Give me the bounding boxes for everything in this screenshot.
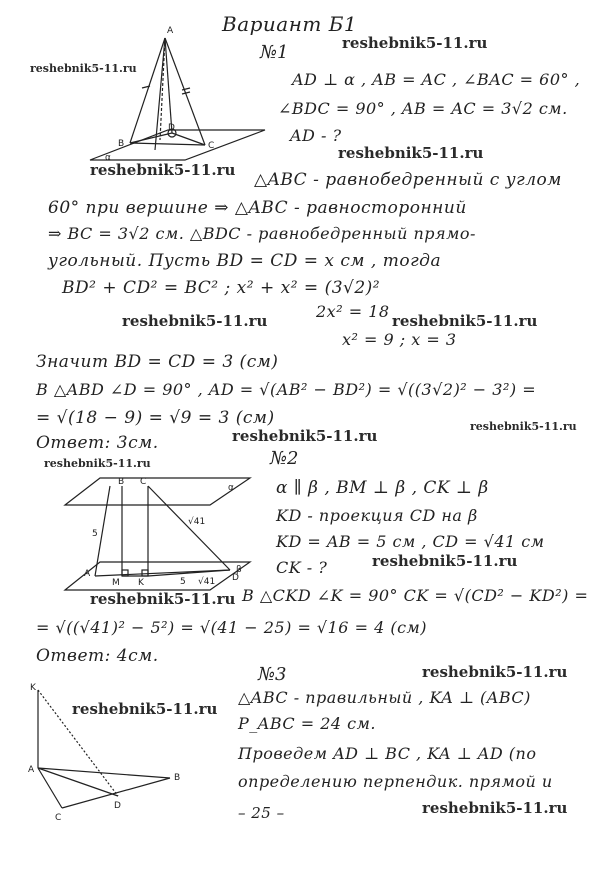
page-number: – 25 – [238, 804, 285, 822]
problem2-line: CK - ? [276, 558, 328, 577]
fig2-label-beta: β [236, 565, 242, 575]
watermark: reshebnik5-11.ru [392, 312, 538, 330]
problem3-number: №3 [258, 664, 287, 685]
fig3-label-B: B [174, 773, 181, 783]
figure-problem1 [90, 38, 265, 160]
watermark: reshebnik5-11.ru [338, 144, 484, 162]
watermark: reshebnik5-11.ru [470, 420, 577, 433]
fig2-label-D: D [232, 573, 239, 583]
watermark: reshebnik5-11.ru [232, 427, 378, 445]
problem1-line: BD² + CD² = BC² ; x² + x² = (3√2)² [62, 278, 381, 298]
fig3-label-K: K [30, 683, 36, 693]
watermark: reshebnik5-11.ru [372, 552, 518, 570]
problem2-number: №2 [270, 448, 299, 469]
problem2-line: KD - проекция CD на β [276, 506, 478, 525]
fig2-label-sqrt41: √41 [188, 517, 206, 527]
problem2-line: В △CKD ∠K = 90° CK = √(CD² − KD²) = [242, 586, 589, 605]
problem1-answer: Ответ: 3см. [36, 433, 159, 453]
problem1-line: △ABC - равнобедренный с углом [254, 170, 562, 190]
watermark: reshebnik5-11.ru [72, 700, 218, 718]
problem2-line: α ∥ β , BM ⊥ β , CK ⊥ β [276, 478, 489, 498]
problem1-line: угольный. Пусть BD = CD = x см , тогда [48, 251, 442, 271]
problem1-given-1: AD ⊥ α , AB = AC , ∠BAC = 60° , [292, 70, 581, 89]
problem1-line: Значит BD = CD = 3 (см) [36, 352, 279, 372]
problem1-line: В △ABD ∠D = 90° , AD = √(AB² − BD²) = √((3√2)² − 3²) = [36, 380, 537, 399]
problem1-line: ⇒ BC = 3√2 см. △BDC - равнобедренный прямо- [48, 224, 476, 243]
watermark: reshebnik5-11.ru [30, 62, 137, 75]
fig1-label-D: D [168, 123, 175, 133]
watermark: reshebnik5-11.ru [422, 799, 568, 817]
fig1-label-B: B [118, 139, 125, 149]
problem3-line: △ABC - правильный , KA ⊥ (ABC) [238, 688, 531, 707]
variant-title: Вариант Б1 [222, 12, 358, 36]
watermark: reshebnik5-11.ru [422, 663, 568, 681]
fig2-label-M: M [112, 578, 120, 588]
fig2-label-A: A [84, 569, 91, 579]
plane-beta-2 [65, 562, 250, 590]
plane-alpha-2 [65, 478, 250, 505]
fig3-label-A: A [28, 765, 35, 775]
problem2-line: = √((√41)² − 5²) = √(41 − 25) = √16 = 4 (см) [36, 618, 428, 637]
watermark: reshebnik5-11.ru [342, 34, 488, 52]
problem1-line: = √(18 − 9) = √9 = 3 (см) [36, 408, 275, 428]
fig3-label-D: D [114, 801, 121, 811]
problem1-find: AD - ? [290, 126, 342, 145]
problem3-line: Проведем AD ⊥ BC , KA ⊥ AD (по [238, 744, 537, 763]
fig2-label-alpha: α [228, 483, 234, 493]
fig1-label-C: C [208, 141, 215, 151]
fig1-label-A: A [167, 26, 174, 36]
problem1-given-2: ∠BDC = 90° , AB = AC = 3√2 см. [278, 99, 568, 118]
problem1-line: x² = 9 ; x = 3 [342, 330, 457, 349]
problem3-line: определению перпендик. прямой и [238, 772, 553, 791]
fig2-label-K: K [138, 578, 144, 588]
fig2-label-C: C [140, 477, 147, 487]
problem1-number: №1 [260, 42, 289, 63]
fig3-label-C: C [55, 813, 62, 823]
watermark: reshebnik5-11.ru [90, 590, 236, 608]
problem1-line: 60° при вершине ⇒ △ABC - равносторонний [48, 198, 467, 218]
fig2-label-sqrt41-b: √41 [198, 577, 216, 587]
problem2-line: KD = AB = 5 см , CD = √41 см [276, 532, 545, 551]
fig2-label-B: B [118, 477, 125, 487]
fig2-label-five-b: 5 [180, 577, 186, 587]
problem1-line: 2x² = 18 [316, 302, 390, 321]
watermark: reshebnik5-11.ru [90, 161, 236, 179]
watermark: reshebnik5-11.ru [122, 312, 268, 330]
problem2-answer: Ответ: 4см. [36, 646, 159, 666]
problem3-line: P_ABC = 24 см. [238, 714, 376, 733]
watermark: reshebnik5-11.ru [44, 457, 151, 470]
fig1-label-alpha: α [105, 153, 111, 163]
fig2-label-five: 5 [92, 529, 98, 539]
